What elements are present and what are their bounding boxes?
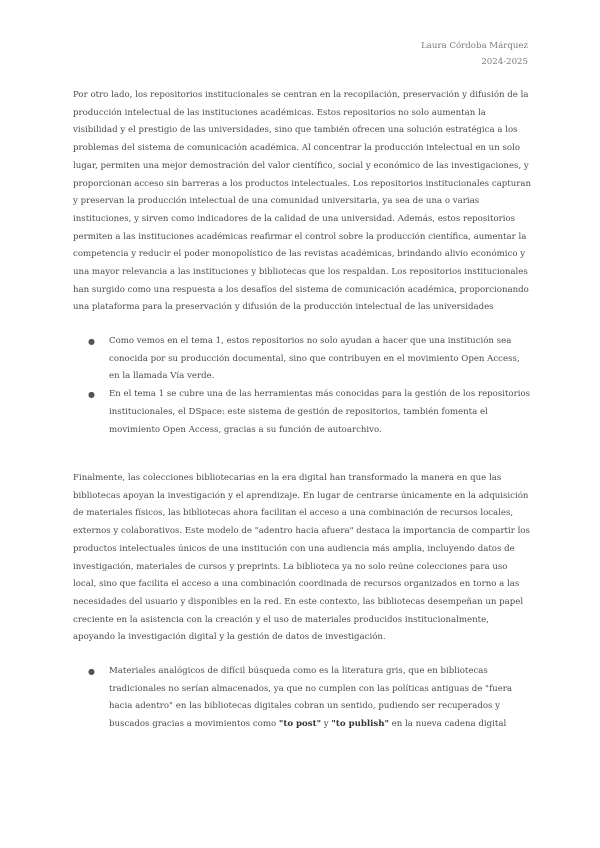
bullet-list-collections: [86, 663, 531, 734]
list-item: [86, 333, 531, 386]
header-author: Laura Córdoba Márquez: [421, 41, 528, 51]
header-year: 2024-2025: [481, 57, 528, 67]
bullet-icon: ●: [88, 390, 95, 400]
list-item: [86, 663, 531, 734]
page-header: [421, 38, 528, 70]
bullet-list-repositories: [86, 333, 531, 439]
list-item: [86, 386, 531, 439]
bullet-icon: ●: [88, 337, 95, 346]
list-item-text: En el tema 1 se cubre una de las herramientas más conocidas para la gestión de los repositorios institucionales, el DSpace: este sistema de gestión de repositorios, también fomenta el movimiento Open Access, gracias a su función de autoarchivo.: [109, 389, 531, 435]
list-item-text: Como vemos en el tema 1, estos repositorios no solo ayudan a hacer que una institución sea conocida por su producción documental, sino que contribuyen en el movimiento Open Access, en la llamada Vía verde.: [109, 336, 520, 382]
list-item-text-before: Materiales analógicos de difícil búsqueda como es la literatura gris, que en bibliotecas tradicionales no serían almacenados, ya que no cumplen con las políticas antiguas de "fuera hacia adentro" en las bibliotecas digitales cobran un sentido, pudiendo ser recuperados y buscados gracias a movimientos como: [109, 666, 513, 730]
paragraph-collections: Finalmente, las colecciones bibliotecarias en la era digital han transformado la manera en que las bibliotecas apoyan la investigación y el aprendizaje. En lugar de centrarse únicamente en la adquisición de materiales físicos, las bibliotecas ahora facilitan el acceso a una combinación de recursos locales, externos y colaborativos. Este modelo de "adentro hacia afuera" destaca la importancia de compartir los productos intelectuales únicos de una institución con una audiencia más amplia, incluyendo datos de investigación, materiales de cursos y preprints. La biblioteca ya no solo reúne colecciones para uso local, sino que facilita el acceso a una combinación coordinada de recursos organizados en torno a las necesidades del usuario y disponibles en la red. En este contexto, las bibliotecas desempeñan un papel creciente en la asistencia con la creación y el uso de materiales producidos institucionalmente, apoyando la investigación digital y la gestión de datos de investigación.: [73, 473, 530, 643]
bold-term-to-publish: "to publish": [331, 719, 389, 730]
list-item-text-after: en la nueva cadena digital: [388, 719, 507, 730]
paragraph-repositories: Por otro lado, los repositorios institucionales se centran en la recopilación, preservación y difusión de la producción intelectual de las instituciones académicas. Estos repositorios no solo aumentan la visibilidad y el prestigio de las universidades, sino que también ofrecen una solución estratégica a los problemas del sistema de comunicación académica. Al concentrar la producción intelectual en un solo lugar, permiten una mejor demostración del valor científico, social y económico de las investigaciones, y proporcionan acceso sin barreras a los productos intelectuales. Los repositorios institucionales capturan y preservan la producción intelectual de una comunidad universitaria, ya sea de una o varias instituciones, y sirven como indicadores de la calidad de una universidad. Además, estos repositorios permiten a las instituciones académicas reafirmar el control sobre la producción científica, aumentar la competencia y reducir el poder monopolístico de las revistas académicas, brindando alivio económico y una mayor relevancia a las instituciones y bibliotecas que los respaldan. Los repositorios institucionales han surgido como una respuesta a los desafíos del sistema de comunicación académica, proporcionando una plataforma para la preservación y difusión de la producción intelectual de las universidades: [73, 90, 532, 313]
bold-term-to-post: "to post": [278, 719, 322, 730]
bullet-icon: ●: [88, 667, 95, 676]
list-item-text-middle: y: [321, 719, 332, 730]
